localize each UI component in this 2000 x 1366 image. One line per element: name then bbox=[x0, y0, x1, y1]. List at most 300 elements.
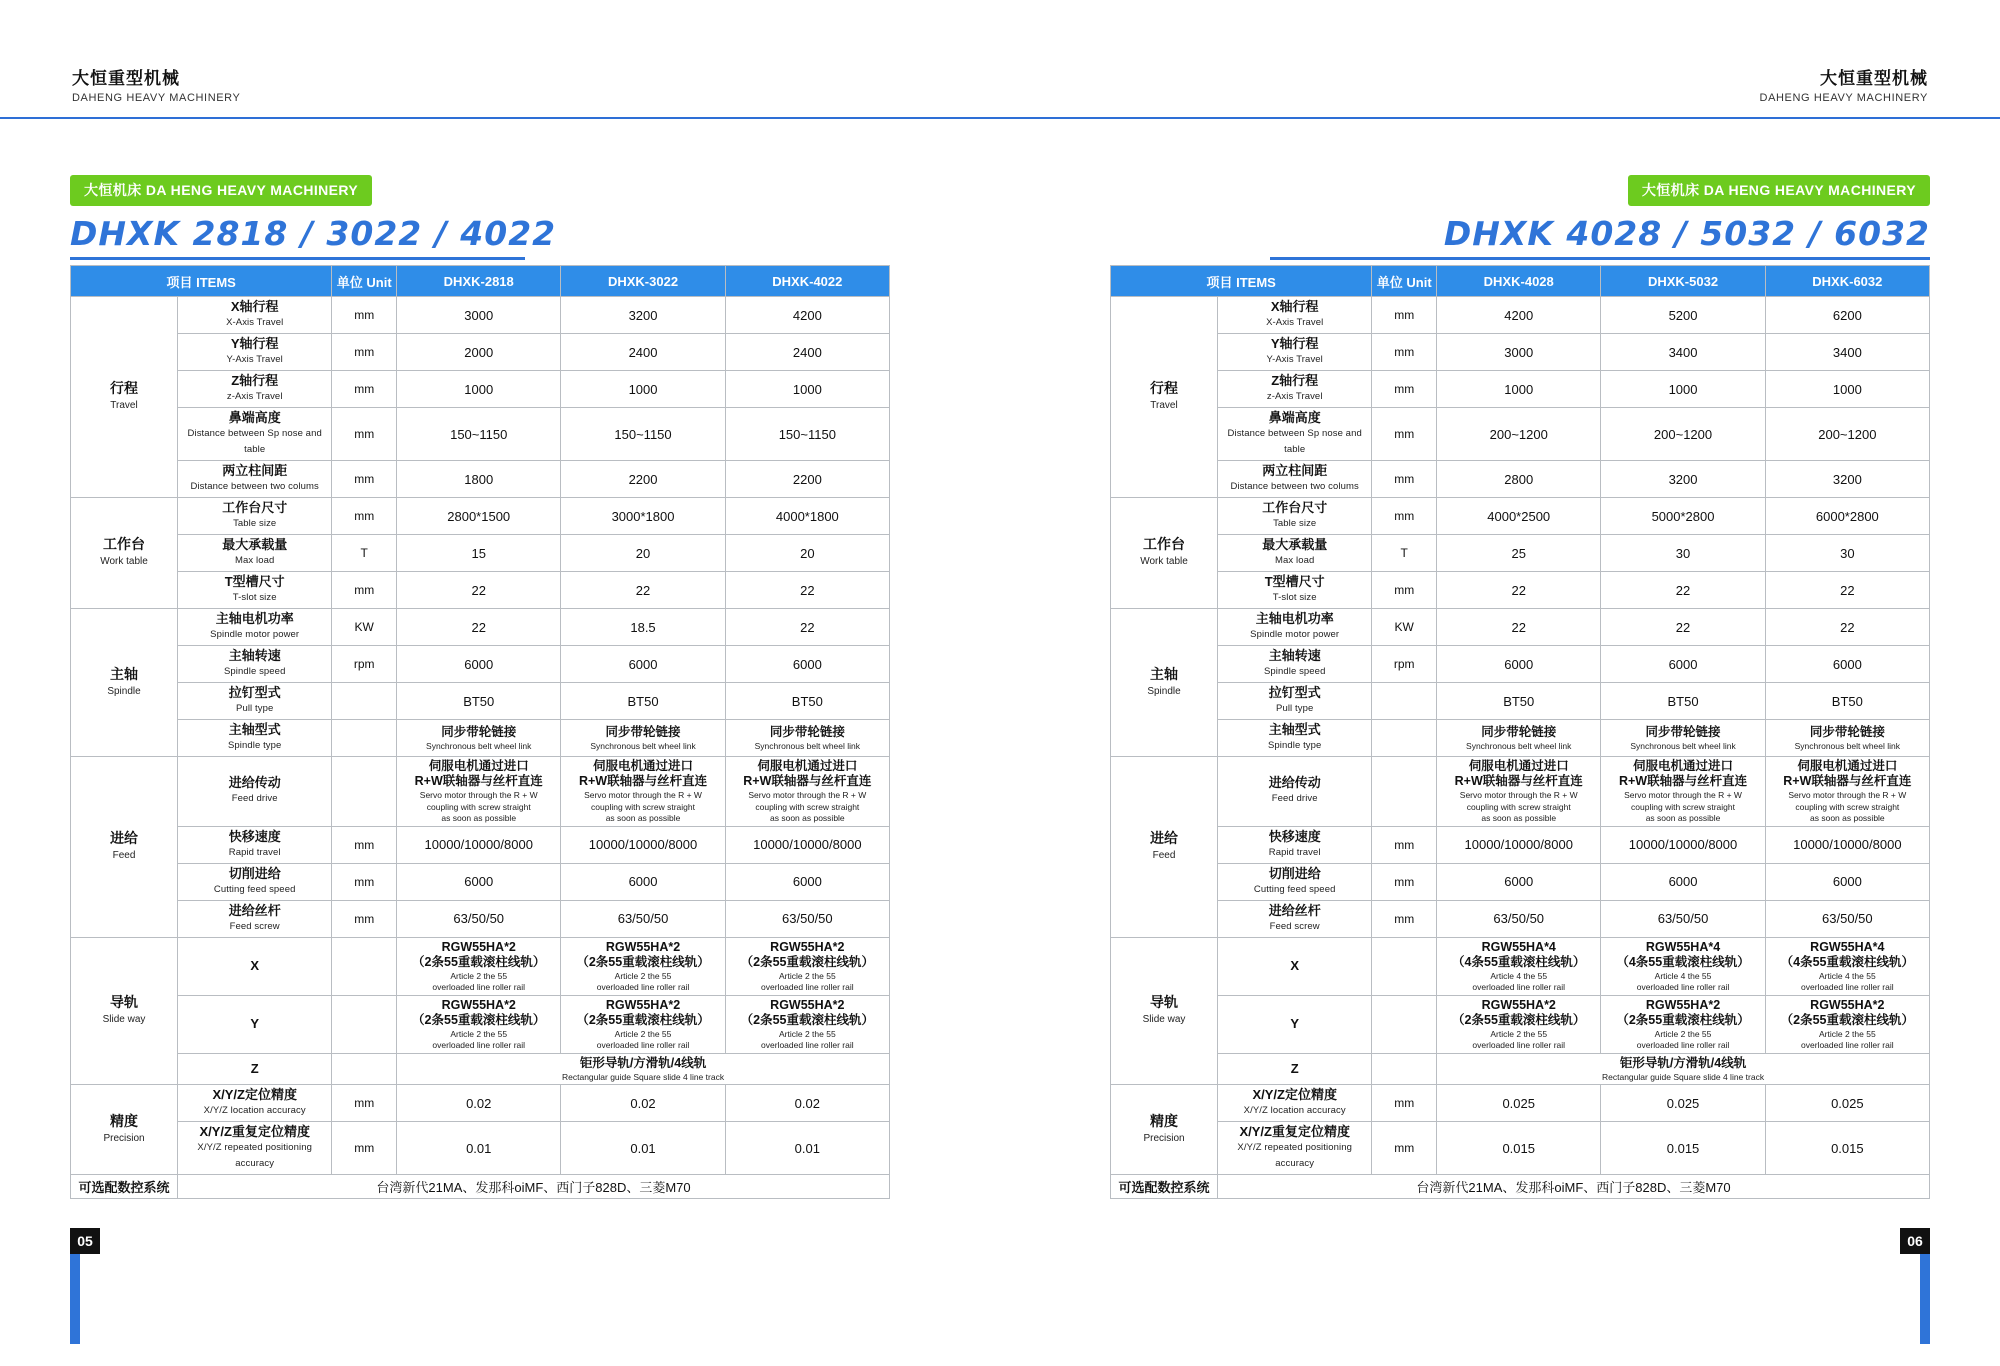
row-value-2: 63/50/50 bbox=[1765, 900, 1929, 937]
group-label-2: 主轴 Spindle bbox=[1111, 609, 1218, 757]
row-unit bbox=[332, 1053, 397, 1085]
row-value-2: 20 bbox=[725, 535, 889, 572]
row-value-2: 6000 bbox=[725, 646, 889, 683]
row-unit: mm bbox=[332, 461, 397, 498]
option-row bbox=[71, 1175, 890, 1199]
row-value-2: 6000 bbox=[1765, 646, 1929, 683]
row-label: 切削进给 Cutting feed speed bbox=[178, 863, 332, 900]
row-value-1: 1000 bbox=[561, 371, 725, 408]
row-value-0: 6000 bbox=[397, 646, 561, 683]
row-label: 最大承载量 Max load bbox=[178, 535, 332, 572]
row-unit: mm bbox=[1372, 498, 1437, 535]
row-value-0: 22 bbox=[397, 572, 561, 609]
table-row bbox=[1111, 826, 1930, 863]
row-value-2: 1000 bbox=[725, 371, 889, 408]
brand-right bbox=[1760, 68, 1928, 106]
row-unit: mm bbox=[1372, 408, 1437, 461]
table-row bbox=[71, 297, 890, 334]
group-label-5: 精度 Precision bbox=[1111, 1085, 1218, 1175]
row-label: T型槽尺寸 T-slot size bbox=[1218, 572, 1372, 609]
page-marker-right bbox=[1870, 1228, 1930, 1344]
row-value-0: 伺服电机通过进口 R+W联轴器与丝杆直连 Servo motor through the R + W coupling with screw straight as soon as possible bbox=[1437, 757, 1601, 827]
row-value-0: 3000 bbox=[397, 297, 561, 334]
row-value-2: 4200 bbox=[725, 297, 889, 334]
table-row bbox=[71, 937, 890, 995]
row-value-1: 0.02 bbox=[561, 1085, 725, 1122]
header-items: 项目 ITEMS bbox=[1111, 266, 1372, 297]
row-value-2: 1000 bbox=[1765, 371, 1929, 408]
row-value-1: RGW55HA*2 （2条55重载滚柱线轨） Article 2 the 55 overloaded line roller rail bbox=[1601, 995, 1765, 1053]
row-value-0: 63/50/50 bbox=[1437, 900, 1601, 937]
table-row bbox=[71, 826, 890, 863]
row-unit: mm bbox=[332, 900, 397, 937]
row-value-0: RGW55HA*2 （2条55重载滚柱线轨） Article 2 the 55 overloaded line roller rail bbox=[1437, 995, 1601, 1053]
row-value-1: 30 bbox=[1601, 535, 1765, 572]
row-value-2: 0.015 bbox=[1765, 1122, 1929, 1175]
row-label: 两立柱间距 Distance between two colums bbox=[1218, 461, 1372, 498]
table-row bbox=[1111, 937, 1930, 995]
row-value-1: 0.01 bbox=[561, 1122, 725, 1175]
table-row bbox=[71, 900, 890, 937]
left-title-block bbox=[70, 175, 557, 265]
row-unit: mm bbox=[1372, 863, 1437, 900]
row-value-0: 6000 bbox=[1437, 646, 1601, 683]
row-value-0: 0.02 bbox=[397, 1085, 561, 1122]
row-unit: mm bbox=[332, 572, 397, 609]
row-value-1: 63/50/50 bbox=[1601, 900, 1765, 937]
group-label-4: 导轨 Slide way bbox=[71, 937, 178, 1085]
row-label: 两立柱间距 Distance between two colums bbox=[178, 461, 332, 498]
row-label: X bbox=[1218, 937, 1372, 995]
row-value-0: 2000 bbox=[397, 334, 561, 371]
row-value-0: 1800 bbox=[397, 461, 561, 498]
table-row bbox=[1111, 609, 1930, 646]
row-unit: T bbox=[1372, 535, 1437, 572]
row-value-0: 同步带轮链接 Synchronous belt wheel link bbox=[1437, 720, 1601, 757]
page-number-left: 05 bbox=[70, 1228, 100, 1254]
row-unit: mm bbox=[332, 334, 397, 371]
table-row bbox=[1111, 371, 1930, 408]
right-title-rule bbox=[1270, 257, 1930, 260]
row-unit bbox=[332, 683, 397, 720]
row-value-1: 3200 bbox=[1601, 461, 1765, 498]
right-spec-table-host bbox=[1000, 175, 2000, 1199]
row-value-2: 63/50/50 bbox=[725, 900, 889, 937]
table-row bbox=[71, 1085, 890, 1122]
row-value-2: 4000*1800 bbox=[725, 498, 889, 535]
group-label-5: 精度 Precision bbox=[71, 1085, 178, 1175]
row-unit bbox=[1372, 720, 1437, 757]
row-value-2: RGW55HA*2 （2条55重载滚柱线轨） Article 2 the 55 overloaded line roller rail bbox=[725, 937, 889, 995]
group-label-0: 行程 Travel bbox=[71, 297, 178, 498]
group-label-0: 行程 Travel bbox=[1111, 297, 1218, 498]
row-value-1: 10000/10000/8000 bbox=[561, 826, 725, 863]
row-value-2: 30 bbox=[1765, 535, 1929, 572]
header-col-1: 单位 Unit bbox=[332, 266, 397, 297]
row-value-2: 22 bbox=[1765, 572, 1929, 609]
row-label: Y bbox=[178, 995, 332, 1053]
table-header-row bbox=[1111, 266, 1930, 297]
row-value-0: 2800 bbox=[1437, 461, 1601, 498]
row-value-0: 22 bbox=[1437, 572, 1601, 609]
row-label: X bbox=[178, 937, 332, 995]
row-value-0: 25 bbox=[1437, 535, 1601, 572]
row-label: Z bbox=[178, 1053, 332, 1085]
row-unit: mm bbox=[1372, 572, 1437, 609]
row-value-0: 200~1200 bbox=[1437, 408, 1601, 461]
row-value-2: BT50 bbox=[725, 683, 889, 720]
header-col-4: DHXK-6032 bbox=[1765, 266, 1929, 297]
row-value-0: 22 bbox=[1437, 609, 1601, 646]
row-unit: mm bbox=[1372, 826, 1437, 863]
table-row bbox=[71, 408, 890, 461]
group-label-3: 进给 Feed bbox=[1111, 757, 1218, 938]
table-row bbox=[1111, 863, 1930, 900]
row-unit: mm bbox=[1372, 1122, 1437, 1175]
table-row bbox=[1111, 572, 1930, 609]
row-value-2: 2400 bbox=[725, 334, 889, 371]
row-unit: mm bbox=[1372, 297, 1437, 334]
row-unit bbox=[1372, 1053, 1437, 1085]
row-unit bbox=[1372, 995, 1437, 1053]
row-value-1: 2400 bbox=[561, 334, 725, 371]
row-value-2: 0.01 bbox=[725, 1122, 889, 1175]
row-label: 鼻端高度 Distance between Sp nose and table bbox=[1218, 408, 1372, 461]
header-col-4: DHXK-4022 bbox=[725, 266, 889, 297]
row-value-0: 10000/10000/8000 bbox=[397, 826, 561, 863]
row-label: Y轴行程 Y-Axis Travel bbox=[1218, 334, 1372, 371]
row-value-2: RGW55HA*2 （2条55重载滚柱线轨） Article 2 the 55 overloaded line roller rail bbox=[725, 995, 889, 1053]
table-row bbox=[71, 334, 890, 371]
row-unit bbox=[1372, 683, 1437, 720]
row-value-1: 3400 bbox=[1601, 334, 1765, 371]
row-value-1: 6000 bbox=[1601, 646, 1765, 683]
row-value-1: 63/50/50 bbox=[561, 900, 725, 937]
page-header bbox=[0, 0, 2000, 118]
left-model-title: DHXK 2818 / 3022 / 4022 bbox=[70, 214, 557, 253]
row-value-2: 6000 bbox=[1765, 863, 1929, 900]
table-row bbox=[1111, 498, 1930, 535]
row-label: T型槽尺寸 T-slot size bbox=[178, 572, 332, 609]
row-value-0: 10000/10000/8000 bbox=[1437, 826, 1601, 863]
row-value-0: 6000 bbox=[397, 863, 561, 900]
row-value-1: 20 bbox=[561, 535, 725, 572]
group-label-2: 主轴 Spindle bbox=[71, 609, 178, 757]
header-items: 项目 ITEMS bbox=[71, 266, 332, 297]
row-value-1: 200~1200 bbox=[1601, 408, 1765, 461]
row-label: 主轴转速 Spindle speed bbox=[1218, 646, 1372, 683]
row-value-2: 6000 bbox=[725, 863, 889, 900]
row-value-0: 1000 bbox=[1437, 371, 1601, 408]
left-spec-table-host bbox=[0, 265, 1000, 1199]
row-value-0: 伺服电机通过进口 R+W联轴器与丝杆直连 Servo motor through the R + W coupling with screw straight as soon as possible bbox=[397, 757, 561, 827]
brand-right-en: DAHENG HEAVY MACHINERY bbox=[1759, 92, 1928, 104]
row-label: 进给丝杆 Feed screw bbox=[178, 900, 332, 937]
table-row bbox=[71, 683, 890, 720]
row-label: 主轴电机功率 Spindle motor power bbox=[178, 609, 332, 646]
table-row bbox=[1111, 334, 1930, 371]
row-unit: mm bbox=[1372, 461, 1437, 498]
table-row bbox=[71, 371, 890, 408]
row-unit: rpm bbox=[1372, 646, 1437, 683]
row-value-0: 2800*1500 bbox=[397, 498, 561, 535]
row-value-1: 150~1150 bbox=[561, 408, 725, 461]
row-value-2: RGW55HA*4 （4条55重载滚柱线轨） Article 4 the 55 overloaded line roller rail bbox=[1765, 937, 1929, 995]
row-value-1: BT50 bbox=[561, 683, 725, 720]
table-row bbox=[1111, 1085, 1930, 1122]
row-value-1: 18.5 bbox=[561, 609, 725, 646]
option-value: 台湾新代21MA、发那科oiMF、西门子828D、三菱M70 bbox=[1218, 1175, 1930, 1199]
table-row bbox=[1111, 461, 1930, 498]
header-col-1: 单位 Unit bbox=[1372, 266, 1437, 297]
brand-left bbox=[72, 68, 240, 106]
row-value-0: 4200 bbox=[1437, 297, 1601, 334]
option-value: 台湾新代21MA、发那科oiMF、西门子828D、三菱M70 bbox=[178, 1175, 890, 1199]
row-unit bbox=[332, 757, 397, 827]
row-value-0: 22 bbox=[397, 609, 561, 646]
table-row bbox=[71, 498, 890, 535]
row-unit: KW bbox=[1372, 609, 1437, 646]
row-unit: mm bbox=[332, 1122, 397, 1175]
table-row bbox=[71, 757, 890, 827]
right-page bbox=[1000, 175, 2000, 1199]
row-value-0: 0.025 bbox=[1437, 1085, 1601, 1122]
option-row bbox=[1111, 1175, 1930, 1199]
row-value-2: 22 bbox=[725, 609, 889, 646]
row-unit: T bbox=[332, 535, 397, 572]
row-unit: mm bbox=[332, 297, 397, 334]
row-value-0: 6000 bbox=[1437, 863, 1601, 900]
row-value-2: 22 bbox=[1765, 609, 1929, 646]
row-label: 进给传动 Feed drive bbox=[1218, 757, 1372, 827]
row-unit: mm bbox=[1372, 900, 1437, 937]
row-value-2: 伺服电机通过进口 R+W联轴器与丝杆直连 Servo motor through the R + W coupling with screw straight as soon as possible bbox=[1765, 757, 1929, 827]
row-value-2: 10000/10000/8000 bbox=[725, 826, 889, 863]
table-row bbox=[1111, 535, 1930, 572]
row-label: Y轴行程 Y-Axis Travel bbox=[178, 334, 332, 371]
left-brand-pill: 大恒机床 DA HENG HEAVY MACHINERY bbox=[70, 175, 372, 206]
row-value-1: 0.025 bbox=[1601, 1085, 1765, 1122]
row-value-1: 6000 bbox=[1601, 863, 1765, 900]
row-value-2: 150~1150 bbox=[725, 408, 889, 461]
row-value-1: 5000*2800 bbox=[1601, 498, 1765, 535]
row-value-1: 同步带轮链接 Synchronous belt wheel link bbox=[561, 720, 725, 757]
row-value-2: 22 bbox=[725, 572, 889, 609]
row-value-1: 2200 bbox=[561, 461, 725, 498]
row-label: X轴行程 X-Axis Travel bbox=[178, 297, 332, 334]
row-value-0: 4000*2500 bbox=[1437, 498, 1601, 535]
table-row bbox=[71, 995, 890, 1053]
group-label-1: 工作台 Work table bbox=[71, 498, 178, 609]
row-value-2: 2200 bbox=[725, 461, 889, 498]
row-value-0: 3000 bbox=[1437, 334, 1601, 371]
row-label: 进给丝杆 Feed screw bbox=[1218, 900, 1372, 937]
row-value-0: BT50 bbox=[1437, 683, 1601, 720]
row-value-1: 3200 bbox=[561, 297, 725, 334]
table-row bbox=[71, 646, 890, 683]
row-label: Z bbox=[1218, 1053, 1372, 1085]
row-value-0: 150~1150 bbox=[397, 408, 561, 461]
left-page bbox=[0, 175, 1000, 1199]
table-row bbox=[71, 535, 890, 572]
row-value-span: 钜形导轨/方滑轨/4线轨 Rectangular guide Square slide 4 line track bbox=[1437, 1053, 1930, 1085]
row-label: 切削进给 Cutting feed speed bbox=[1218, 863, 1372, 900]
row-value-2: 3200 bbox=[1765, 461, 1929, 498]
row-value-0: RGW55HA*2 （2条55重载滚柱线轨） Article 2 the 55 overloaded line roller rail bbox=[397, 995, 561, 1053]
row-value-2: 0.02 bbox=[725, 1085, 889, 1122]
row-value-1: 22 bbox=[561, 572, 725, 609]
row-label: 主轴型式 Spindle type bbox=[178, 720, 332, 757]
row-value-0: 0.015 bbox=[1437, 1122, 1601, 1175]
row-label: 快移速度 Rapid travel bbox=[1218, 826, 1372, 863]
row-unit: mm bbox=[332, 863, 397, 900]
table-row bbox=[1111, 1053, 1930, 1085]
row-value-1: 5200 bbox=[1601, 297, 1765, 334]
row-value-2: 6000*2800 bbox=[1765, 498, 1929, 535]
row-label: X/Y/Z定位精度 X/Y/Z location accuracy bbox=[1218, 1085, 1372, 1122]
row-value-1: 10000/10000/8000 bbox=[1601, 826, 1765, 863]
row-value-1: 伺服电机通过进口 R+W联轴器与丝杆直连 Servo motor through the R + W coupling with screw straight as soon as possible bbox=[1601, 757, 1765, 827]
group-label-1: 工作台 Work table bbox=[1111, 498, 1218, 609]
row-label: X/Y/Z重复定位精度 X/Y/Z repeated positioning accuracy bbox=[178, 1122, 332, 1175]
right-model-title: DHXK 4028 / 5032 / 6032 bbox=[1443, 214, 1930, 253]
group-label-4: 导轨 Slide way bbox=[1111, 937, 1218, 1085]
header-col-2: DHXK-2818 bbox=[397, 266, 561, 297]
row-value-1: 1000 bbox=[1601, 371, 1765, 408]
row-label: 工作台尺寸 Table size bbox=[1218, 498, 1372, 535]
row-label: 最大承载量 Max load bbox=[1218, 535, 1372, 572]
page-bar-right bbox=[1920, 1254, 1930, 1344]
row-value-2: 6200 bbox=[1765, 297, 1929, 334]
row-label: 鼻端高度 Distance between Sp nose and table bbox=[178, 408, 332, 461]
row-unit bbox=[332, 720, 397, 757]
row-unit: mm bbox=[332, 826, 397, 863]
row-label: Z轴行程 z-Axis Travel bbox=[1218, 371, 1372, 408]
row-unit: KW bbox=[332, 609, 397, 646]
table-row bbox=[71, 461, 890, 498]
row-label: 进给传动 Feed drive bbox=[178, 757, 332, 827]
table-row bbox=[71, 572, 890, 609]
table-row bbox=[1111, 297, 1930, 334]
page-bar-left bbox=[70, 1254, 80, 1344]
row-unit: mm bbox=[332, 371, 397, 408]
option-label: 可选配数控系统 bbox=[71, 1175, 178, 1199]
row-value-1: 22 bbox=[1601, 609, 1765, 646]
row-unit bbox=[332, 995, 397, 1053]
row-unit bbox=[332, 937, 397, 995]
table-row bbox=[1111, 683, 1930, 720]
row-label: X/Y/Z重复定位精度 X/Y/Z repeated positioning accuracy bbox=[1218, 1122, 1372, 1175]
row-value-2: 同步带轮链接 Synchronous belt wheel link bbox=[725, 720, 889, 757]
row-value-1: 伺服电机通过进口 R+W联轴器与丝杆直连 Servo motor through the R + W coupling with screw straight as soon as possible bbox=[561, 757, 725, 827]
row-unit: mm bbox=[1372, 1085, 1437, 1122]
row-value-0: 15 bbox=[397, 535, 561, 572]
row-label: 拉钉型式 Pull type bbox=[178, 683, 332, 720]
row-value-1: 6000 bbox=[561, 646, 725, 683]
table-row bbox=[1111, 646, 1930, 683]
table-row bbox=[1111, 757, 1930, 827]
row-value-2: BT50 bbox=[1765, 683, 1929, 720]
option-label: 可选配数控系统 bbox=[1111, 1175, 1218, 1199]
page-number-right: 06 bbox=[1900, 1228, 1930, 1254]
row-value-1: 同步带轮链接 Synchronous belt wheel link bbox=[1601, 720, 1765, 757]
table-row bbox=[1111, 1122, 1930, 1175]
row-value-0: 63/50/50 bbox=[397, 900, 561, 937]
row-value-1: 6000 bbox=[561, 863, 725, 900]
row-value-1: 22 bbox=[1601, 572, 1765, 609]
table-row bbox=[1111, 995, 1930, 1053]
brand-left-cn: 大恒重型机械 bbox=[72, 69, 180, 88]
left_page-spec-table bbox=[70, 265, 890, 1199]
row-value-1: 0.015 bbox=[1601, 1122, 1765, 1175]
row-unit: mm bbox=[1372, 334, 1437, 371]
left-title-rule bbox=[70, 257, 525, 260]
row-label: X轴行程 X-Axis Travel bbox=[1218, 297, 1372, 334]
row-unit: mm bbox=[332, 1085, 397, 1122]
header-rule bbox=[0, 117, 2000, 119]
row-value-0: RGW55HA*4 （4条55重载滚柱线轨） Article 4 the 55 overloaded line roller rail bbox=[1437, 937, 1601, 995]
row-unit bbox=[1372, 937, 1437, 995]
table-row bbox=[71, 609, 890, 646]
row-unit: mm bbox=[1372, 371, 1437, 408]
row-label: Z轴行程 z-Axis Travel bbox=[178, 371, 332, 408]
row-value-0: 1000 bbox=[397, 371, 561, 408]
right-title-block bbox=[1265, 175, 1930, 265]
group-label-3: 进给 Feed bbox=[71, 757, 178, 938]
row-value-2: 伺服电机通过进口 R+W联轴器与丝杆直连 Servo motor through the R + W coupling with screw straight as soon as possible bbox=[725, 757, 889, 827]
row-value-0: 0.01 bbox=[397, 1122, 561, 1175]
row-label: X/Y/Z定位精度 X/Y/Z location accuracy bbox=[178, 1085, 332, 1122]
row-value-1: 3000*1800 bbox=[561, 498, 725, 535]
page-marker-left bbox=[70, 1228, 130, 1344]
table-row bbox=[71, 863, 890, 900]
row-label: 主轴转速 Spindle speed bbox=[178, 646, 332, 683]
row-value-1: BT50 bbox=[1601, 683, 1765, 720]
brand-left-en: DAHENG HEAVY MACHINERY bbox=[72, 92, 241, 104]
table-row bbox=[1111, 900, 1930, 937]
brand-right-cn: 大恒重型机械 bbox=[1820, 69, 1928, 88]
row-value-span: 钜形导轨/方滑轨/4线轨 Rectangular guide Square slide 4 line track bbox=[397, 1053, 890, 1085]
row-value-0: RGW55HA*2 （2条55重载滚柱线轨） Article 2 the 55 overloaded line roller rail bbox=[397, 937, 561, 995]
row-value-2: 3400 bbox=[1765, 334, 1929, 371]
row-label: 主轴型式 Spindle type bbox=[1218, 720, 1372, 757]
row-label: Y bbox=[1218, 995, 1372, 1053]
row-value-0: BT50 bbox=[397, 683, 561, 720]
table-header-row bbox=[71, 266, 890, 297]
row-label: 工作台尺寸 Table size bbox=[178, 498, 332, 535]
row-label: 快移速度 Rapid travel bbox=[178, 826, 332, 863]
header-col-3: DHXK-5032 bbox=[1601, 266, 1765, 297]
table-row bbox=[71, 1053, 890, 1085]
row-value-1: RGW55HA*4 （4条55重载滚柱线轨） Article 4 the 55 overloaded line roller rail bbox=[1601, 937, 1765, 995]
row-unit: mm bbox=[332, 408, 397, 461]
row-value-1: RGW55HA*2 （2条55重载滚柱线轨） Article 2 the 55 overloaded line roller rail bbox=[561, 937, 725, 995]
row-unit: rpm bbox=[332, 646, 397, 683]
row-label: 主轴电机功率 Spindle motor power bbox=[1218, 609, 1372, 646]
table-row bbox=[71, 720, 890, 757]
header-col-3: DHXK-3022 bbox=[561, 266, 725, 297]
header-col-2: DHXK-4028 bbox=[1437, 266, 1601, 297]
row-value-2: 0.025 bbox=[1765, 1085, 1929, 1122]
row-value-2: RGW55HA*2 （2条55重载滚柱线轨） Article 2 the 55 overloaded line roller rail bbox=[1765, 995, 1929, 1053]
right-brand-pill: 大恒机床 DA HENG HEAVY MACHINERY bbox=[1628, 175, 1930, 206]
row-value-1: RGW55HA*2 （2条55重载滚柱线轨） Article 2 the 55 overloaded line roller rail bbox=[561, 995, 725, 1053]
row-unit bbox=[1372, 757, 1437, 827]
row-value-2: 200~1200 bbox=[1765, 408, 1929, 461]
table-row bbox=[1111, 408, 1930, 461]
row-value-2: 10000/10000/8000 bbox=[1765, 826, 1929, 863]
right_page-spec-table bbox=[1110, 265, 1930, 1199]
